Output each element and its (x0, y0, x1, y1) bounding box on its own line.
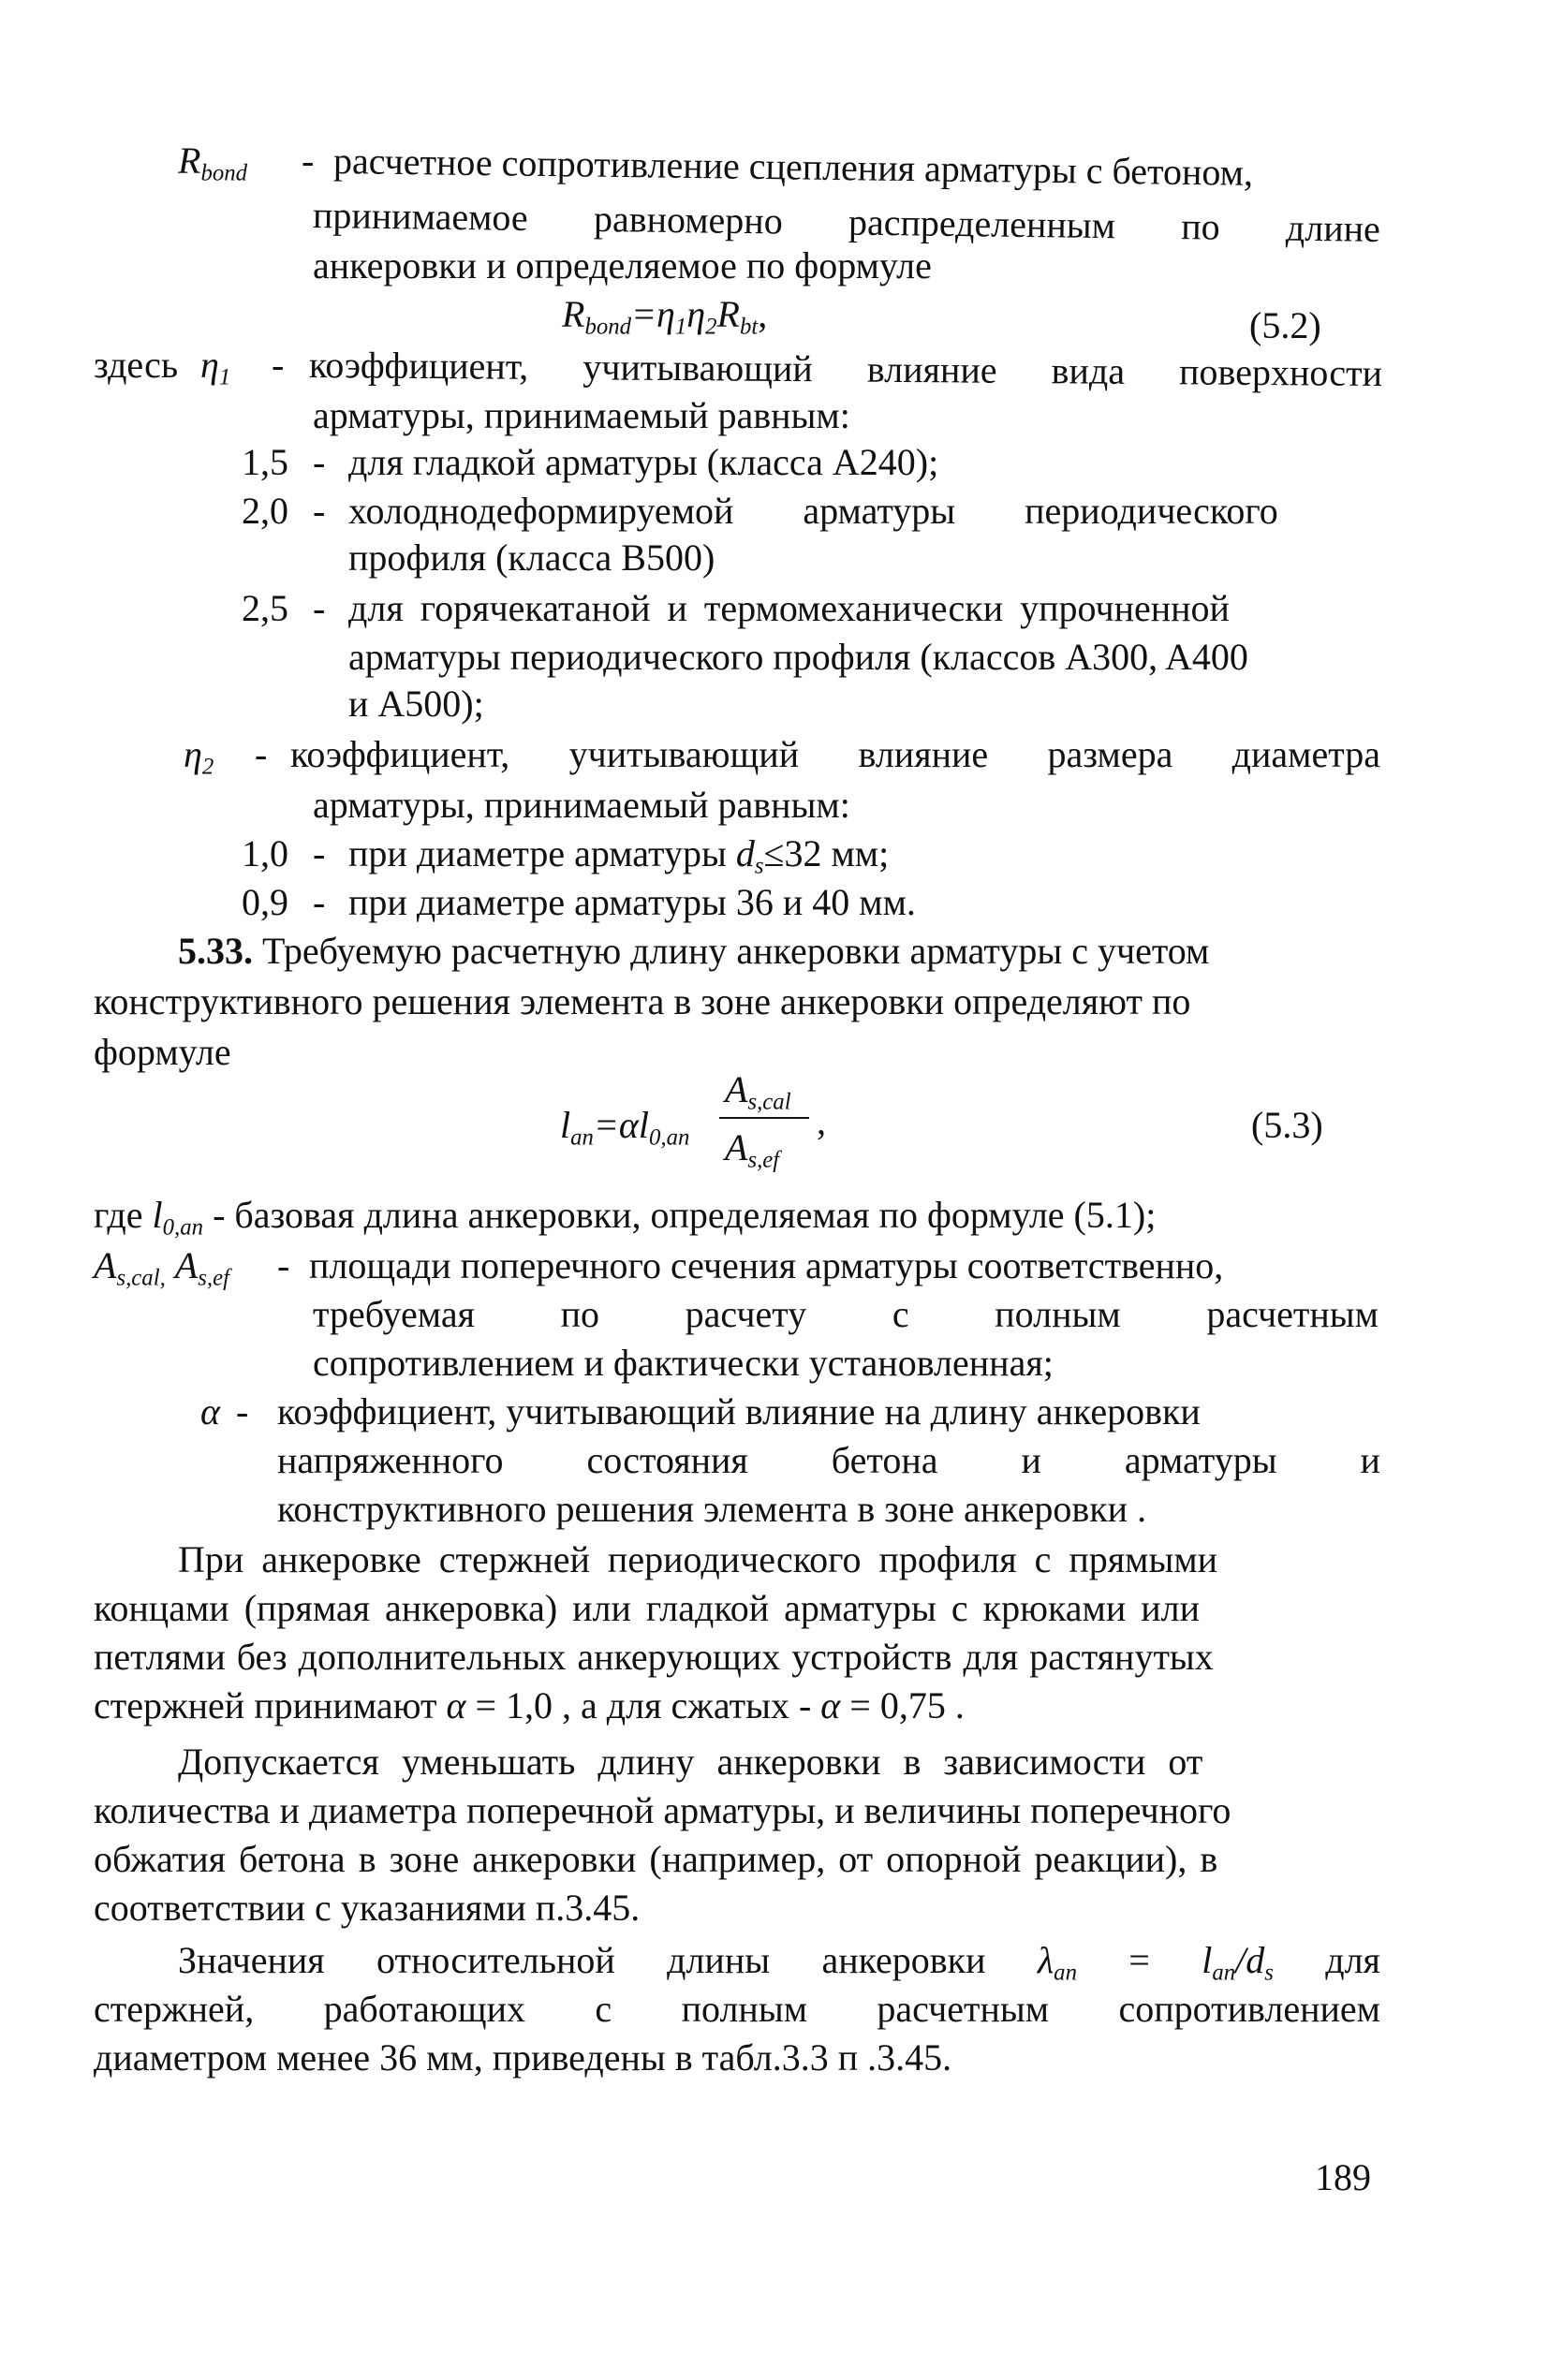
eta2-item-1-dash: - (313, 832, 326, 874)
eta2-line-1: коэффициент, учитывающий влияние размера диаметра (290, 733, 1380, 775)
par1-line-3: петлями без дополнительных анкерующих устройств для растянутых (94, 1636, 1214, 1678)
def-as-dash: - (277, 1244, 290, 1286)
def-alpha-line-2: напряженного состояния бетона и арматуры и (277, 1439, 1380, 1481)
eta1-item-3-text-1: для горячекатаной и термомеханически упрочненной (348, 587, 1230, 629)
formula-5-3-fraction: $A_{s,cal}$ $A_{s,ef}$ (719, 1065, 813, 1178)
eta2-dash: - (255, 733, 268, 775)
page-number: 189 (1315, 2156, 1371, 2198)
eta1-line-1: коэффициент, учитывающий влияние вида поверхности (308, 344, 1383, 394)
eta2-line-2: арматуры, принимаемый равным: (313, 784, 850, 826)
rbond-line-3: анкеровки и определяемое по формуле (313, 244, 932, 286)
eta1-item-3-value: 2,5 (242, 587, 288, 629)
par2-line-2: количества и диаметра поперечной арматуры, и величины поперечного (94, 1789, 1231, 1831)
eta1-item-1-text: для гладкой арматуры (класса A240); (348, 441, 939, 483)
formula-5-3-tail: , (817, 1100, 826, 1142)
section-5-33-line-2: конструктивного решения элемента в зоне анкеровки определяют по (94, 980, 1191, 1022)
eta1-item-1-value: 1,5 (242, 441, 288, 483)
par1-line-2: концами (прямая анкеровка) или гладкой арматуры с крюками или (94, 1587, 1201, 1629)
eta2-item-2-value: 0,9 (242, 881, 288, 923)
def-alpha-line-1: коэффициент, учитывающий влияние на длину анкеровки (277, 1390, 1201, 1432)
eta1-item-3-text-2: арматуры периодического профиля (классов A300, A400 (348, 636, 1248, 678)
eta2-item-1-value: 1,0 (242, 832, 288, 874)
eta1-item-2-text-1: холоднодеформируемой арматуры периодического (348, 490, 1278, 532)
formula-5-3-number: (5.3) (1251, 1104, 1323, 1146)
par2-line-4: соответствии с указаниями п.3.45. (94, 1887, 641, 1929)
eta2-item-2-dash: - (313, 881, 326, 923)
def-as-symbols: $A_{s,cal,}$ $A_{s,ef}$ (94, 1244, 229, 1291)
eta1-symbol: $\eta_1$ (200, 344, 231, 390)
eta1-item-2-value: 2,0 (242, 490, 288, 532)
eta1-where: здесь (94, 344, 179, 386)
def-alpha-line-3: конструктивного решения элемента в зоне анкеровки . (277, 1488, 1147, 1530)
section-5-33-line-3: формуле (94, 1031, 231, 1073)
def-as-line-1: площади поперечного сечения арматуры соответственно, (309, 1244, 1224, 1286)
rbond-symbol: $R_{bond}$ (178, 140, 248, 186)
def-l0: где $l_{0,an}$ - базовая длина анкеровки, определяемая по формуле (5.1); (94, 1194, 1157, 1241)
eta1-dash: - (272, 344, 285, 386)
eta1-item-3-text-3: и A500); (348, 683, 484, 725)
eta1-item-2-dash: - (313, 490, 326, 532)
par1-line-4: стержней принимают α = 1,0 , а для сжатых - α = 0,75 . (94, 1684, 965, 1726)
eta1-item-2-text-2: профиля (класса B500) (348, 536, 715, 579)
section-5-33: 5.33. Требуемую расчетную длину анкеровки арматуры с учетом (178, 930, 1210, 972)
par2-line-1: Допускается уменьшать длину анкеровки в зависимости от (178, 1741, 1203, 1783)
eta1-item-3-dash: - (313, 587, 326, 629)
def-as-line-2: требуемая по расчету с полным расчетным (313, 1293, 1379, 1335)
def-alpha-dash: - (236, 1390, 249, 1432)
rbond-line-1: расчетное сопротивление сцепления арматуры с бетоном, (332, 140, 1254, 194)
par1-line-1: При анкеровке стержней периодического профиля с прямыми (178, 1538, 1218, 1580)
formula-5-3-lhs: $l_{an}=\alpha l_{0,an}$ (560, 1104, 690, 1151)
fraction-bar (719, 1117, 809, 1119)
def-alpha-symbol: α (200, 1390, 220, 1432)
par3-line-1: Значения относительной длины анкеровки $\lambda_{an}$ = $l_{an}/d_s$ для (178, 1939, 1380, 1986)
def-as-line-3: сопротивлением и фактически установленная; (313, 1342, 1054, 1384)
par3-line-2: стержней, работающих с полным расчетным сопротивлением (94, 1988, 1380, 2030)
par3-line-3: диаметром менее 36 мм, приведены в табл.3.3 п .3.45. (94, 2036, 952, 2079)
eta2-item-2-text: при диаметре арматуры 36 и 40 мм. (348, 881, 916, 923)
eta1-item-1-dash: - (313, 441, 326, 483)
eta1-line-2: арматуры, принимаемый равным: (313, 394, 850, 436)
eta2-symbol: $\eta_2$ (184, 733, 214, 780)
formula-5-2-number: (5.2) (1249, 304, 1321, 346)
eta2-item-1-text: при диаметре арматуры $d_s\le 32$ мм; (348, 832, 890, 879)
section-number: 5.33. (178, 930, 253, 972)
formula-5-2: $R_{bond}=\eta_1\eta_2R_{bt}$, (562, 293, 768, 340)
rbond-dash: - (302, 140, 315, 182)
par2-line-3: обжатия бетона в зоне анкеровки (например, от опорной реакции), в (94, 1838, 1218, 1880)
rbond-line-2: принимаемое равномерно распределенным по длине (312, 194, 1381, 250)
